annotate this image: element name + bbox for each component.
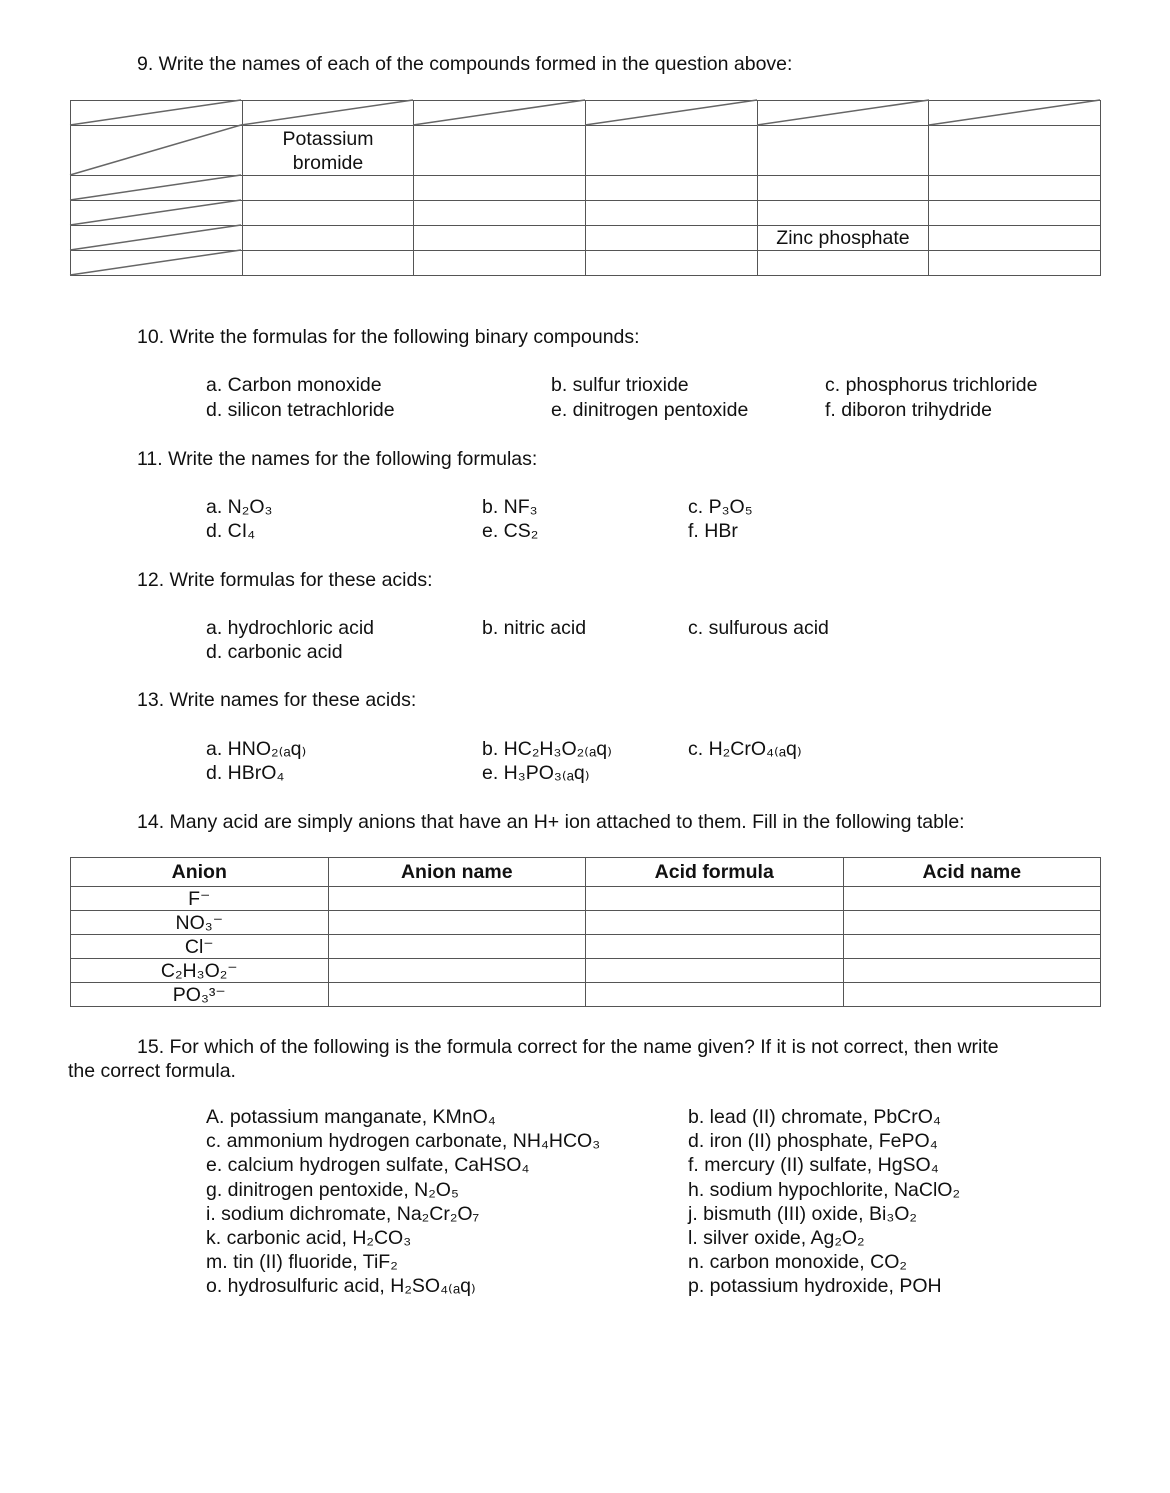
- q9-prompt: 9. Write the names of each of the compounds formed in the question above:: [137, 53, 793, 75]
- cell[interactable]: [586, 101, 758, 126]
- cell[interactable]: [757, 176, 929, 201]
- cell[interactable]: [843, 959, 1101, 983]
- q12-item: a. hydrochloric acid: [206, 617, 374, 639]
- anion-cell: NO₃⁻: [71, 911, 329, 935]
- header-acid-formula: Acid formula: [585, 858, 843, 887]
- q10-item: f. diboron trihydride: [825, 399, 992, 421]
- anion-cell: PO₃³⁻: [71, 983, 329, 1007]
- q13-item: b. HC₂H₃O₂₍ₐq₎: [482, 738, 612, 760]
- cell[interactable]: [585, 887, 843, 911]
- cell[interactable]: [328, 959, 585, 983]
- q15-item: b. lead (II) chromate, PbCrO₄: [688, 1106, 941, 1128]
- q12-prompt: 12. Write formulas for these acids:: [137, 569, 433, 591]
- cell[interactable]: [586, 126, 758, 176]
- cell[interactable]: [71, 201, 243, 226]
- cell[interactable]: [757, 126, 929, 176]
- cell[interactable]: [71, 226, 243, 251]
- anion-cell: C₂H₃O₂⁻: [71, 959, 329, 983]
- q13-prompt: 13. Write names for these acids:: [137, 689, 417, 711]
- cell[interactable]: [242, 251, 414, 276]
- cell[interactable]: [585, 959, 843, 983]
- cell[interactable]: [757, 251, 929, 276]
- cell[interactable]: [242, 226, 414, 251]
- q15-item: e. calcium hydrogen sulfate, CaHSO₄: [206, 1154, 530, 1177]
- q13-item: a. HNO₂₍ₐq₎: [206, 738, 307, 760]
- cell[interactable]: [843, 911, 1101, 935]
- cell[interactable]: [757, 201, 929, 226]
- q13-item: d. HBrO₄: [206, 762, 285, 784]
- cell[interactable]: [71, 101, 243, 126]
- q11-item: a. N₂O₃: [206, 496, 273, 518]
- q10-item: a. Carbon monoxide: [206, 374, 382, 396]
- q15-item: l. silver oxide, Ag₂O₂: [688, 1227, 865, 1250]
- cell[interactable]: [414, 176, 586, 201]
- header-acid-name: Acid name: [843, 858, 1101, 887]
- cell[interactable]: [585, 983, 843, 1007]
- q15-item: A. potassium manganate, KMnO₄: [206, 1106, 496, 1128]
- q10-item: b. sulfur trioxide: [551, 374, 689, 396]
- cell[interactable]: [328, 887, 585, 911]
- q15-item: m. tin (II) fluoride, TiF₂: [206, 1251, 398, 1274]
- cell[interactable]: [586, 201, 758, 226]
- q11-item: e. CS₂: [482, 520, 539, 542]
- q10-item: e. dinitrogen pentoxide: [551, 399, 749, 421]
- q14-table: [70, 857, 1101, 1007]
- q15-item: d. iron (II) phosphate, FePO₄: [688, 1130, 938, 1153]
- q13-item: c. H₂CrO₄₍ₐq₎: [688, 738, 802, 760]
- q11-item: b. NF₃: [482, 496, 538, 518]
- q11-prompt: 11. Write the names for the following formulas:: [137, 448, 538, 470]
- q15-item: p. potassium hydroxide, POH: [688, 1275, 942, 1298]
- q10-item: d. silicon tetrachloride: [206, 399, 395, 421]
- cell[interactable]: [929, 226, 1101, 251]
- q12-item: b. nitric acid: [482, 617, 587, 639]
- header-anion-name: Anion name: [328, 858, 585, 887]
- cell[interactable]: [328, 983, 585, 1007]
- cell[interactable]: [328, 935, 585, 959]
- q15-prompt-cont: the correct formula.: [68, 1060, 236, 1082]
- header-anion: Anion: [71, 858, 329, 887]
- cell-text: Potassium bromide: [282, 127, 374, 174]
- q13-item: e. H₃PO₃₍ₐq₎: [482, 762, 590, 784]
- cell[interactable]: [586, 226, 758, 251]
- q15-item: g. dinitrogen pentoxide, N₂O₅: [206, 1178, 459, 1201]
- cell[interactable]: [414, 201, 586, 226]
- cell[interactable]: [71, 176, 243, 201]
- q15-right-list: [688, 1105, 960, 1299]
- cell[interactable]: [585, 911, 843, 935]
- q15-item: k. carbonic acid, H₂CO₃: [206, 1227, 412, 1250]
- q15-item: o. hydrosulfuric acid, H₂SO₄₍ₐq₎: [206, 1275, 476, 1298]
- q15-item: i. sodium dichromate, Na₂Cr₂O₇: [206, 1202, 480, 1225]
- q15-item: h. sodium hypochlorite, NaClO₂: [688, 1178, 961, 1201]
- anion-cell: Cl⁻: [71, 935, 329, 959]
- cell[interactable]: [843, 887, 1101, 911]
- q10-prompt: 10. Write the formulas for the following binary compounds:: [137, 326, 640, 348]
- q9-table: [70, 100, 1101, 276]
- cell[interactable]: [414, 126, 586, 176]
- cell[interactable]: [929, 201, 1101, 226]
- q14-prompt: 14. Many acid are simply anions that have an H+ ion attached to them. Fill in the following table:: [137, 811, 965, 833]
- cell[interactable]: [242, 201, 414, 226]
- cell[interactable]: [843, 983, 1101, 1007]
- cell[interactable]: [585, 935, 843, 959]
- cell[interactable]: [328, 911, 585, 935]
- cell[interactable]: [414, 226, 586, 251]
- q15-item: f. mercury (II) sulfate, HgSO₄: [688, 1154, 939, 1177]
- q15-prompt: 15. For which of the following is the formula correct for the name given? If it is not correct, then write: [137, 1036, 999, 1058]
- cell[interactable]: [929, 101, 1101, 126]
- cell[interactable]: [414, 101, 586, 126]
- q10-item: c. phosphorus trichloride: [825, 374, 1038, 396]
- q12-item: d. carbonic acid: [206, 641, 343, 663]
- q12-item: c. sulfurous acid: [688, 617, 829, 639]
- cell[interactable]: [71, 251, 243, 276]
- anion-cell: F⁻: [71, 887, 329, 911]
- q15-item: j. bismuth (III) oxide, Bi₃O₂: [688, 1202, 917, 1225]
- q15-item: n. carbon monoxide, CO₂: [688, 1251, 907, 1274]
- cell[interactable]: [929, 126, 1101, 176]
- cell-zinc-phosphate[interactable]: Zinc phosphate: [757, 226, 929, 251]
- cell[interactable]: [71, 126, 243, 176]
- cell-potassium-bromide[interactable]: [242, 126, 414, 176]
- cell[interactable]: [242, 176, 414, 201]
- q11-item: d. CI₄: [206, 520, 256, 542]
- cell[interactable]: [242, 101, 414, 126]
- cell[interactable]: [414, 251, 586, 276]
- q11-item: f. HBr: [688, 520, 738, 542]
- q11-item: c. P₃O₅: [688, 496, 753, 518]
- cell[interactable]: [843, 935, 1101, 959]
- cell[interactable]: [929, 176, 1101, 201]
- cell[interactable]: [929, 251, 1101, 276]
- cell[interactable]: [586, 176, 758, 201]
- cell[interactable]: [586, 251, 758, 276]
- q15-item: c. ammonium hydrogen carbonate, NH₄HCO₃: [206, 1130, 601, 1153]
- q15-left-list: [206, 1105, 600, 1299]
- cell[interactable]: [757, 101, 929, 126]
